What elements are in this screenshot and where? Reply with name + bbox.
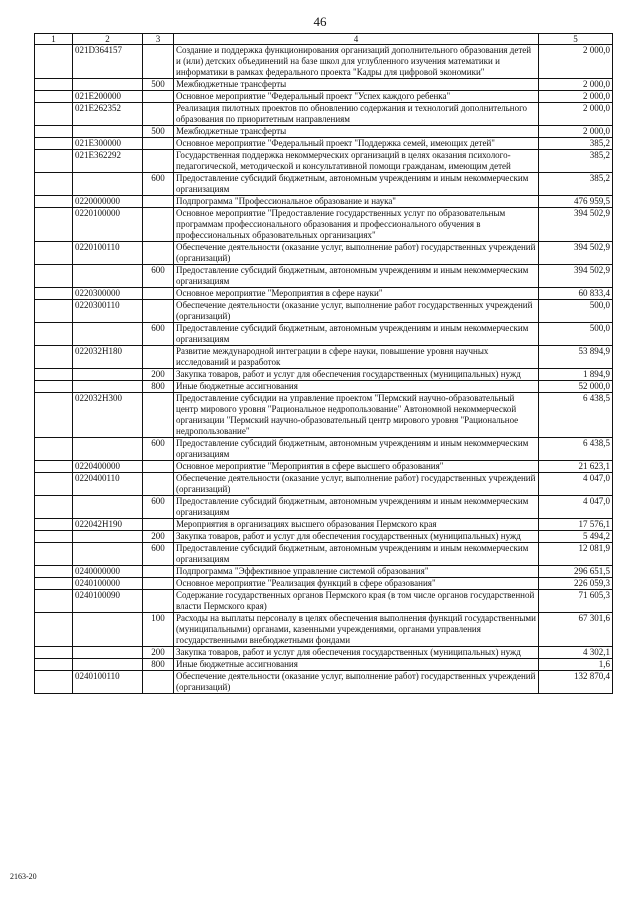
row-expense-type-cell: 600: [143, 438, 174, 461]
row-expense-type-cell: [143, 590, 174, 613]
table-row: [35, 473, 613, 496]
row-amount-cell: 500,0: [539, 323, 613, 346]
row-amount-cell: 296 651,5: [539, 566, 613, 578]
row-description-cell: Закупка товаров, работ и услуг для обеспечения государственных (муниципальных) нужд: [174, 369, 539, 381]
row-description-cell: Мероприятия в организациях высшего образования Пермского края: [174, 519, 539, 531]
row-description-cell: Межбюджетные трансферты: [174, 126, 539, 138]
row-expense-type-cell: [143, 473, 174, 496]
row-expense-type-cell: [143, 91, 174, 103]
row-amount-cell: 4 047,0: [539, 473, 613, 496]
row-amount-cell: 385,2: [539, 138, 613, 150]
row-code-cell: [73, 613, 143, 647]
row-amount-cell: 476 959,5: [539, 196, 613, 208]
row-empty-cell: [35, 126, 73, 138]
table-row: [35, 138, 613, 150]
row-amount-cell: 12 081,9: [539, 543, 613, 566]
row-code-cell: [73, 173, 143, 196]
row-empty-cell: [35, 79, 73, 91]
row-expense-type-cell: [143, 578, 174, 590]
row-expense-type-cell: [143, 346, 174, 369]
row-expense-type-cell: [143, 288, 174, 300]
row-expense-type-cell: 600: [143, 543, 174, 566]
row-empty-cell: [35, 671, 73, 694]
row-code-cell: 0240100000: [73, 578, 143, 590]
row-expense-type-cell: [143, 300, 174, 323]
row-expense-type-cell: [143, 671, 174, 694]
row-description-cell: Основное мероприятие "Федеральный проект "Успех каждого ребенка": [174, 91, 539, 103]
row-amount-cell: 67 301,6: [539, 613, 613, 647]
table-row: [35, 103, 613, 126]
row-description-cell: Подпрограмма "Эффективное управление системой образования": [174, 566, 539, 578]
row-empty-cell: [35, 496, 73, 519]
row-empty-cell: [35, 103, 73, 126]
row-amount-cell: 1,6: [539, 659, 613, 671]
row-empty-cell: [35, 590, 73, 613]
row-code-cell: 0220100110: [73, 242, 143, 265]
row-code-cell: [73, 381, 143, 393]
row-description-cell: Иные бюджетные ассигнования: [174, 659, 539, 671]
row-description-cell: Обеспечение деятельности (оказание услуг, выполнение работ) государственных учреждений (организаций): [174, 242, 539, 265]
row-amount-cell: 2 000,0: [539, 45, 613, 79]
row-expense-type-cell: [143, 566, 174, 578]
table-row: [35, 346, 613, 369]
row-amount-cell: 2 000,0: [539, 103, 613, 126]
row-description-cell: Основное мероприятие "Федеральный проект "Поддержка семей, имеющих детей": [174, 138, 539, 150]
row-description-cell: Подпрограмма "Профессиональное образование и наука": [174, 196, 539, 208]
row-code-cell: 0220000000: [73, 196, 143, 208]
row-amount-cell: 4 047,0: [539, 496, 613, 519]
row-empty-cell: [35, 473, 73, 496]
row-empty-cell: [35, 91, 73, 103]
page-number: 46: [313, 14, 327, 29]
table-row: [35, 196, 613, 208]
row-amount-cell: 2 000,0: [539, 79, 613, 91]
table-row: [35, 45, 613, 79]
row-description-cell: Развитие международной интеграции в сфере науки, повышение уровня научных исследований и разработок: [174, 346, 539, 369]
table-row: [35, 381, 613, 393]
table-row: [35, 79, 613, 91]
row-code-cell: 0220300110: [73, 300, 143, 323]
row-amount-cell: 21 623,1: [539, 461, 613, 473]
header-col-3: 3: [143, 34, 174, 45]
row-amount-cell: 52 000,0: [539, 381, 613, 393]
row-code-cell: [73, 496, 143, 519]
row-empty-cell: [35, 288, 73, 300]
row-expense-type-cell: [143, 150, 174, 173]
row-empty-cell: [35, 461, 73, 473]
row-empty-cell: [35, 438, 73, 461]
row-code-cell: [73, 659, 143, 671]
row-amount-cell: 500,0: [539, 300, 613, 323]
row-description-cell: Основное мероприятие "Реализация функций в сфере образования": [174, 578, 539, 590]
row-amount-cell: 60 833,4: [539, 288, 613, 300]
row-description-cell: Содержание государственных органов Пермского края (в том числе органов государственной власти Пермского края): [174, 590, 539, 613]
row-description-cell: Предоставление субсидий бюджетным, автономным учреждениям и иным некоммерческим организациям: [174, 438, 539, 461]
table-row: [35, 288, 613, 300]
row-empty-cell: [35, 173, 73, 196]
row-expense-type-cell: 500: [143, 79, 174, 91]
row-code-cell: [73, 647, 143, 659]
table-row: [35, 519, 613, 531]
row-code-cell: [73, 531, 143, 543]
row-code-cell: 022042Н190: [73, 519, 143, 531]
row-expense-type-cell: [143, 103, 174, 126]
row-expense-type-cell: [143, 242, 174, 265]
row-expense-type-cell: 800: [143, 659, 174, 671]
row-empty-cell: [35, 543, 73, 566]
row-code-cell: [73, 79, 143, 91]
row-amount-cell: 1 894,9: [539, 369, 613, 381]
row-description-cell: Предоставление субсидий бюджетным, автономным учреждениям и иным некоммерческим организациям: [174, 265, 539, 288]
row-empty-cell: [35, 346, 73, 369]
row-empty-cell: [35, 300, 73, 323]
table-row: [35, 671, 613, 694]
table-row: [35, 242, 613, 265]
row-expense-type-cell: [143, 208, 174, 242]
row-description-cell: Предоставление субсидии на управление проектом "Пермский научно-образовательный центр мирового уровня "Рациональное недропользование" Автономной некоммерческой организации "Пермский научно-образовательный центр мирового уровня "Рациональное недропользование": [174, 393, 539, 438]
row-empty-cell: [35, 369, 73, 381]
table-row: [35, 300, 613, 323]
row-amount-cell: 226 059,3: [539, 578, 613, 590]
table-row: [35, 265, 613, 288]
table-row: [35, 543, 613, 566]
row-expense-type-cell: 800: [143, 381, 174, 393]
row-expense-type-cell: 600: [143, 173, 174, 196]
table-row: [35, 126, 613, 138]
row-description-cell: Основное мероприятие "Мероприятия в сфере науки": [174, 288, 539, 300]
row-expense-type-cell: 200: [143, 531, 174, 543]
row-expense-type-cell: [143, 461, 174, 473]
row-empty-cell: [35, 613, 73, 647]
row-empty-cell: [35, 531, 73, 543]
row-empty-cell: [35, 138, 73, 150]
row-amount-cell: 394 502,9: [539, 242, 613, 265]
row-amount-cell: 6 438,5: [539, 438, 613, 461]
table-row: [35, 150, 613, 173]
table-row: [35, 208, 613, 242]
row-expense-type-cell: 600: [143, 496, 174, 519]
row-description-cell: Предоставление субсидий бюджетным, автономным учреждениям и иным некоммерческим организациям: [174, 543, 539, 566]
table-header-row: [35, 34, 613, 45]
row-code-cell: [73, 543, 143, 566]
row-expense-type-cell: 200: [143, 647, 174, 659]
row-empty-cell: [35, 659, 73, 671]
header-col-5: 5: [539, 34, 613, 45]
row-description-cell: Обеспечение деятельности (оказание услуг, выполнение работ) государственных учреждений (организаций): [174, 473, 539, 496]
row-code-cell: [73, 438, 143, 461]
row-code-cell: 0220400000: [73, 461, 143, 473]
row-empty-cell: [35, 323, 73, 346]
row-code-cell: 0240100090: [73, 590, 143, 613]
row-description-cell: Государственная поддержка некоммерческих организаций в целях оказания психолого-педагогической, методической и консультативной помощи гражданам, имеющим детей: [174, 150, 539, 173]
table-row: [35, 613, 613, 647]
row-description-cell: Предоставление субсидий бюджетным, автономным учреждениям и иным некоммерческим организациям: [174, 173, 539, 196]
row-code-cell: 021E300000: [73, 138, 143, 150]
row-expense-type-cell: [143, 393, 174, 438]
table-row: [35, 496, 613, 519]
table-row: [35, 369, 613, 381]
table-row: [35, 647, 613, 659]
row-expense-type-cell: [143, 196, 174, 208]
row-amount-cell: 6 438,5: [539, 393, 613, 438]
table-row: [35, 590, 613, 613]
row-amount-cell: 2 000,0: [539, 126, 613, 138]
table-row: [35, 659, 613, 671]
footer-code: 2163-20: [10, 872, 37, 881]
row-expense-type-cell: [143, 138, 174, 150]
row-code-cell: 0240100110: [73, 671, 143, 694]
row-amount-cell: 5 494,2: [539, 531, 613, 543]
row-code-cell: 021E200000: [73, 91, 143, 103]
table-row: [35, 323, 613, 346]
row-empty-cell: [35, 578, 73, 590]
table-row: [35, 173, 613, 196]
budget-table: [34, 33, 613, 694]
row-code-cell: [73, 265, 143, 288]
row-amount-cell: 17 576,1: [539, 519, 613, 531]
row-code-cell: 021D364157: [73, 45, 143, 79]
row-empty-cell: [35, 45, 73, 79]
table-row: [35, 91, 613, 103]
row-description-cell: Обеспечение деятельности (оказание услуг, выполнение работ) государственных учреждений (организаций): [174, 671, 539, 694]
row-expense-type-cell: 100: [143, 613, 174, 647]
table-row: [35, 393, 613, 438]
row-expense-type-cell: 600: [143, 323, 174, 346]
row-description-cell: Расходы на выплаты персоналу в целях обеспечения выполнения функций государственными (муниципальными) органами, казенными учреждениями, органами управления государственными внебюджетными фондами: [174, 613, 539, 647]
row-empty-cell: [35, 150, 73, 173]
row-amount-cell: 385,2: [539, 173, 613, 196]
row-amount-cell: 2 000,0: [539, 91, 613, 103]
row-description-cell: Предоставление субсидий бюджетным, автономным учреждениям и иным некоммерческим организациям: [174, 496, 539, 519]
row-expense-type-cell: 600: [143, 265, 174, 288]
row-code-cell: [73, 126, 143, 138]
row-description-cell: Обеспечение деятельности (оказание услуг, выполнение работ государственных учреждений (организаций): [174, 300, 539, 323]
row-amount-cell: 53 894,9: [539, 346, 613, 369]
row-amount-cell: 385,2: [539, 150, 613, 173]
table-row: [35, 461, 613, 473]
row-empty-cell: [35, 566, 73, 578]
row-empty-cell: [35, 196, 73, 208]
row-description-cell: Предоставление субсидий бюджетным, автономным учреждениям и иным некоммерческим организациям: [174, 323, 539, 346]
row-empty-cell: [35, 265, 73, 288]
row-amount-cell: 394 502,9: [539, 208, 613, 242]
row-description-cell: Основное мероприятие "Мероприятия в сфере высшего образования": [174, 461, 539, 473]
header-col-2: 2: [73, 34, 143, 45]
row-amount-cell: 4 302,1: [539, 647, 613, 659]
row-description-cell: Закупка товаров, работ и услуг для обеспечения государственных (муниципальных) нужд: [174, 531, 539, 543]
row-description-cell: Основное мероприятие "Предоставление государственных услуг по образовательным программам профессионального образования и профессионального обучения в профессиональных образовательных организациях": [174, 208, 539, 242]
row-code-cell: 021E362292: [73, 150, 143, 173]
table-body: [35, 45, 613, 694]
row-empty-cell: [35, 242, 73, 265]
row-expense-type-cell: 200: [143, 369, 174, 381]
row-empty-cell: [35, 519, 73, 531]
row-code-cell: 0220300000: [73, 288, 143, 300]
row-description-cell: Межбюджетные трансферты: [174, 79, 539, 91]
row-description-cell: Закупка товаров, работ и услуг для обеспечения государственных (муниципальных) нужд: [174, 647, 539, 659]
row-code-cell: 022032Н300: [73, 393, 143, 438]
row-code-cell: [73, 369, 143, 381]
row-code-cell: 022032Н180: [73, 346, 143, 369]
row-description-cell: Создание и поддержка функционирования организаций дополнительного образования детей и (или) детских объединений на базе школ для углубленного изучения математики и информатики в рамках федерального проекта "Кадры для цифровой экономики": [174, 45, 539, 79]
row-code-cell: [73, 323, 143, 346]
header-col-1: 1: [35, 34, 73, 45]
row-empty-cell: [35, 208, 73, 242]
row-code-cell: 0240000000: [73, 566, 143, 578]
row-amount-cell: 132 870,4: [539, 671, 613, 694]
row-empty-cell: [35, 393, 73, 438]
table-row: [35, 578, 613, 590]
table-row: [35, 566, 613, 578]
table-row: [35, 531, 613, 543]
row-amount-cell: 394 502,9: [539, 265, 613, 288]
row-description-cell: Реализация пилотных проектов по обновлению содержания и технологий дополнительного образования по приоритетным направлениям: [174, 103, 539, 126]
row-code-cell: 0220400110: [73, 473, 143, 496]
row-code-cell: 0220100000: [73, 208, 143, 242]
row-empty-cell: [35, 381, 73, 393]
header-col-4: 4: [174, 34, 539, 45]
row-amount-cell: 71 605,3: [539, 590, 613, 613]
row-description-cell: Иные бюджетные ассигнования: [174, 381, 539, 393]
row-expense-type-cell: [143, 519, 174, 531]
row-expense-type-cell: 500: [143, 126, 174, 138]
row-code-cell: 021E262352: [73, 103, 143, 126]
table-row: [35, 438, 613, 461]
row-expense-type-cell: [143, 45, 174, 79]
row-empty-cell: [35, 647, 73, 659]
